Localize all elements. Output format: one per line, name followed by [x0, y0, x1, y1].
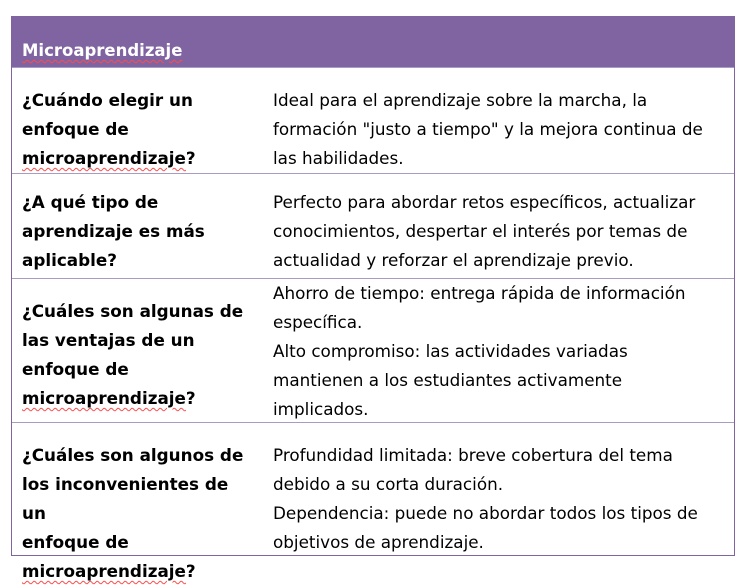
- question-term: microaprendizaje: [22, 388, 186, 408]
- table-title: Microaprendizaje: [22, 41, 183, 60]
- microlearning-table: [11, 16, 735, 581]
- answer-cell: Profundidad limitada: breve cobertura del tema debido a su corta duración. Dependencia: puede no abordar todos los tipos de objetivos de aprendizaje.: [273, 445, 698, 552]
- question-cell: ¿A qué tipo de aprendizaje es más aplicable?: [22, 192, 205, 270]
- question-cell: [22, 297, 254, 413]
- question-text: ¿Cuáles son algunas de las ventajas de un enfoque de: [22, 301, 244, 379]
- table-row: [12, 422, 734, 581]
- question-tail: ?: [185, 388, 196, 408]
- question-tail: ?: [185, 148, 196, 168]
- answer-cell: Perfecto para abordar retos específicos, actualizar conocimientos, despertar el interés por temas de actualidad y reforzar el aprendizaje previo.: [273, 192, 696, 270]
- answer-cell: Ideal para el aprendizaje sobre la marcha, la formación "justo a tiempo" y la mejora continua de las habilidades.: [273, 90, 703, 168]
- question-text: ¿Cuáles son algunos de los inconvenientes de un enfoque de: [22, 445, 244, 552]
- question-cell: [22, 441, 254, 586]
- question-text: ¿Cuándo elegir un enfoque de: [22, 90, 193, 139]
- table-row: [12, 278, 734, 422]
- answer-cell: Ahorro de tiempo: entrega rápida de información específica. Alto compromiso: las actividades variadas mantienen a los estudiantes activamente implicados.: [273, 283, 686, 419]
- question-tail: ?: [185, 561, 196, 581]
- table-row: [12, 67, 734, 173]
- table-row: [12, 173, 734, 278]
- question-term: microaprendizaje: [22, 148, 186, 168]
- question-cell: [22, 86, 254, 173]
- table-header: [12, 17, 734, 67]
- question-term: microaprendizaje: [22, 561, 186, 581]
